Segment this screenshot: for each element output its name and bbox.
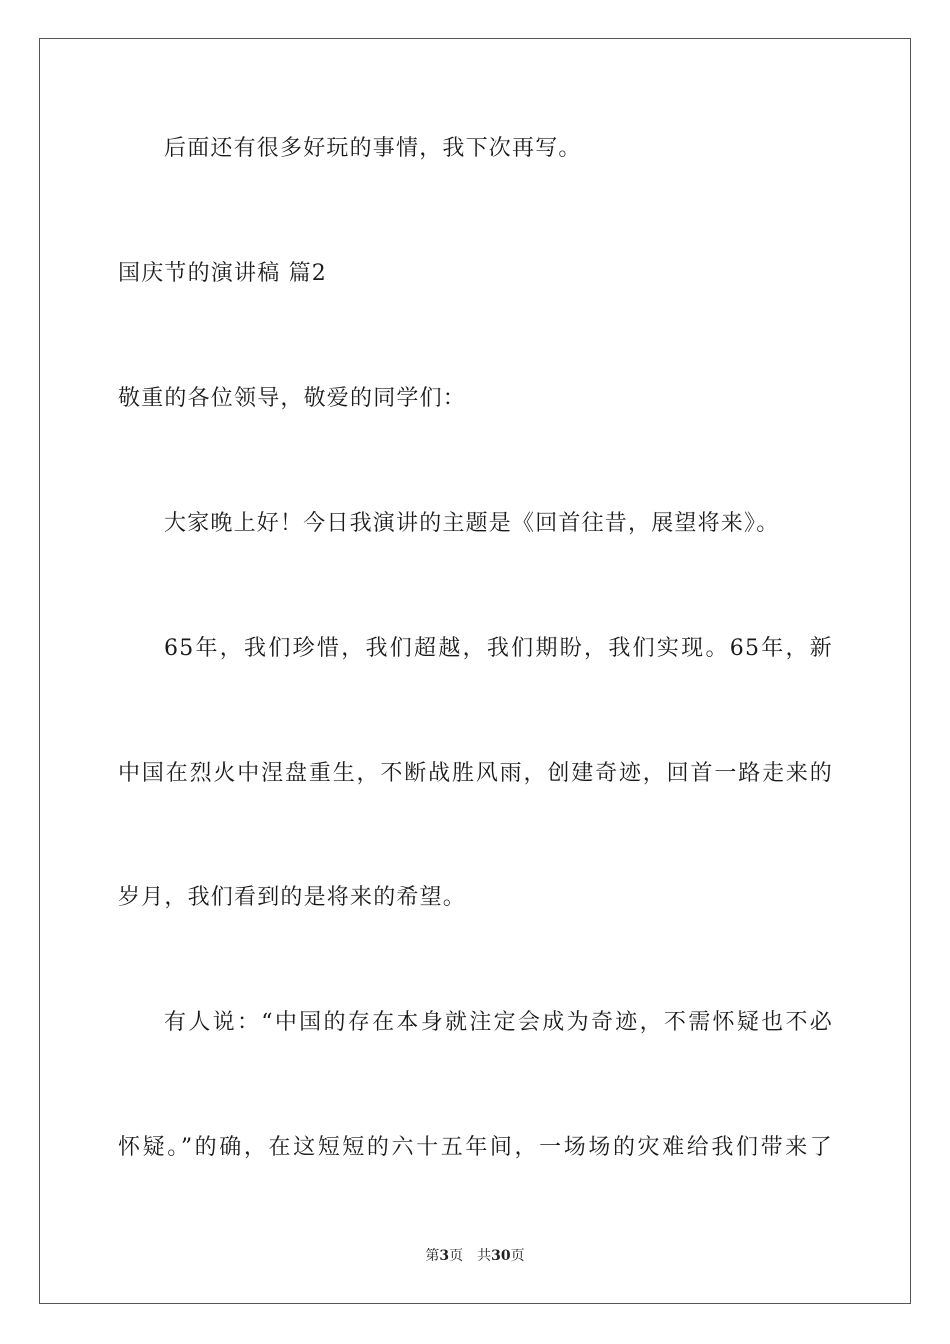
paragraph-line-7: 怀疑。”的确，在这短短的六十五年间，一场场的灾难给我们带来了: [118, 1135, 833, 1160]
footer-total-pages: 30: [491, 1248, 511, 1264]
page-footer: [0, 1246, 950, 1266]
section-heading: 国庆节的演讲稿 篇2: [118, 261, 327, 286]
footer-total-prefix: 共: [477, 1248, 492, 1264]
footer-page-suffix: 页: [449, 1248, 464, 1264]
footer-total-suffix: 页: [510, 1248, 525, 1264]
paragraph-line-3: 65年，我们珍惜，我们超越，我们期盼，我们实现。65年，新: [164, 636, 833, 661]
paragraph-line-4: 中国在烈火中涅盘重生，不断战胜风雨，创建奇迹，回首一路走来的: [118, 761, 833, 786]
salutation-line: 敬重的各位领导，敬爱的同学们：: [118, 386, 467, 411]
paragraph-line-6: 有人说：“中国的存在本身就注定会成为奇迹，不需怀疑也不必: [164, 1010, 833, 1035]
page-border: [39, 38, 911, 1304]
paragraph-line-2: 大家晚上好！今日我演讲的主题是《回首往昔，展望将来》。: [164, 511, 780, 536]
paragraph-line-1: 后面还有很多好玩的事情，我下次再写。: [164, 136, 582, 161]
paragraph-line-5: 岁月，我们看到的是将来的希望。: [118, 885, 467, 910]
footer-page-number: 3: [439, 1248, 450, 1264]
footer-page-prefix: 第: [425, 1248, 440, 1264]
